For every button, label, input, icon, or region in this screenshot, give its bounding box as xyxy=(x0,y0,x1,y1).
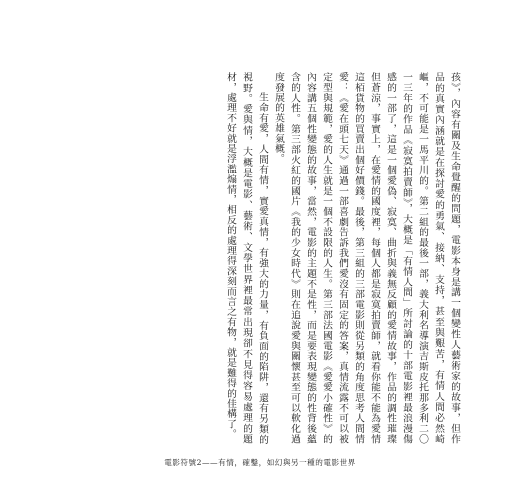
paragraph-2: 生命有愛，人間有情，實愛真情，有強大的力量，有負面的陷阱，還有另類的視野。愛與情，大概是電影、藝術、文學世界裡最常出現卻不見得容易處理的題材，處理不好就是浮濫煽情，相反的處理得深刻而言之有物，就是難得的佳構了。 xyxy=(225,72,268,444)
body-text xyxy=(150,72,462,444)
running-footer: 電影符號2——有情，確鑿，如幻與另一種的電影世界 xyxy=(164,458,356,467)
paragraph-1: 孩》，內容有關及生命覺醒的問題，電影本身是講一個變性人藝術家的故事，但作品的真實內涵就是在探討愛的勇氣、接納、支持，甚至與艱苦，有情人間必然崎嶇，不可能是一馬平川的。第二組的最後一部，義大利名導演吉斯皮托那多利二〇一三年的作品《寂寞拍賣師》，大概是「有情人間」所討論的十部電影裡最浪漫傷感的一部了，這是一個愛偽、寂寞、曲折與義無反顧的愛情故事，作品的調性璀璨但蒼涼，事實上，在愛情的國度裡，每個人都是寂寞拍賣師，就看你能不能為愛情這栢貨物的買賣出個好價錢。最後，第三組的三部電影則從另類的角度思考人間情愛：《愛在頭七天》通過一部喜劇告訴我們愛沒有固定的答案，真情流露不可以被定型與規範，愛的人生就是一個不設限的人生。第三部法國電影《愛愛小確性》的內容講五個性變態的故事，當然，電影的主題不是性，而是要表現變態的性背後蘊含的人性。第三部火紅的國片《我的少女時代》則在追說愛與關懷甚至可以軟化過度發展的英雄氣概。 xyxy=(273,72,460,444)
